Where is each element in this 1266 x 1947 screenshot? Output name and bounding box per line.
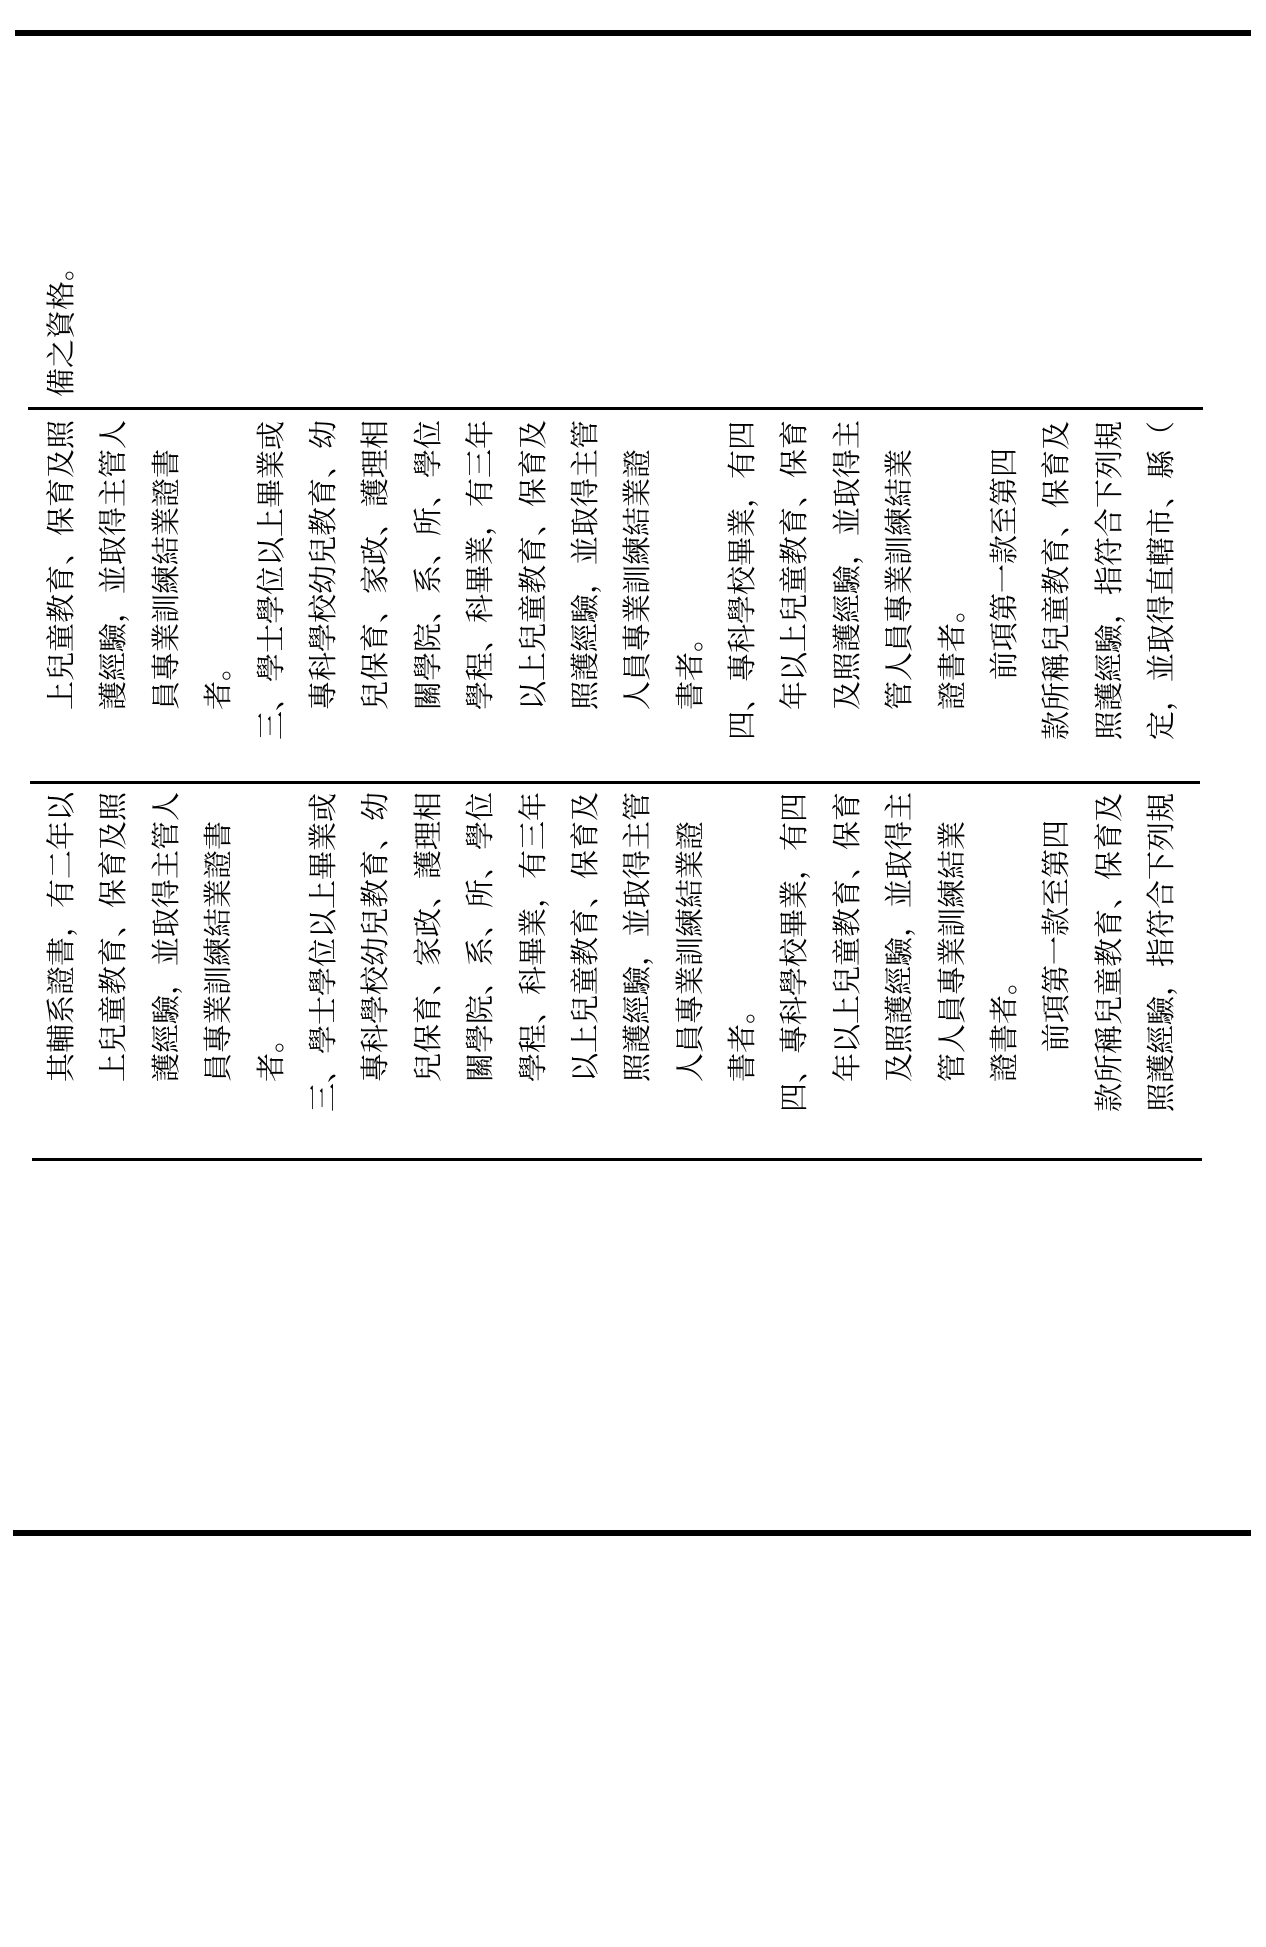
table-inner-rule-3 bbox=[32, 1158, 1202, 1161]
text-line: 年以上兒童教育、保育 bbox=[831, 791, 864, 1082]
text-line: 學程、科畢業，有三年 bbox=[517, 791, 550, 1082]
table-cell-amended-provision bbox=[36, 400, 1189, 740]
text-line: 證書者。 bbox=[936, 593, 969, 710]
text-line: 書者。 bbox=[674, 622, 707, 710]
text-line: 備之資格。 bbox=[46, 251, 78, 397]
text-line: 照護經驗，並取得主管 bbox=[622, 791, 655, 1082]
text-line: 者。 bbox=[255, 1023, 288, 1082]
text-line: 照護經驗，指符合下列規 bbox=[1093, 420, 1126, 740]
text-line: 兒保育、家政、護理相 bbox=[360, 419, 393, 710]
table-cell-current-provision bbox=[36, 772, 1189, 1112]
text-line: 及照護經驗，並取得主 bbox=[884, 791, 917, 1082]
text-line: 學程、科畢業，有三年 bbox=[465, 419, 498, 710]
text-line: 員專業訓練結業證書 bbox=[150, 448, 183, 710]
text-line: 照護經驗，指符合下列規 bbox=[1146, 792, 1179, 1112]
text-line: 以上兒童教育、保育及 bbox=[569, 791, 602, 1082]
text-line: 四、專科學校畢業，有四 bbox=[779, 792, 812, 1112]
text-line: 三、學士學位以上畢業或 bbox=[307, 792, 340, 1112]
text-line: 上兒童教育、保育及照 bbox=[46, 419, 78, 710]
text-line: 兒保育、家政、護理相 bbox=[412, 791, 445, 1082]
text-line: 前項第一款至第四 bbox=[989, 447, 1022, 680]
text-line: 護經驗，並取得主管人 bbox=[150, 791, 183, 1082]
text-line: 人員專業訓練結業證 bbox=[622, 448, 655, 710]
text-line: 護經驗，並取得主管人 bbox=[98, 419, 131, 710]
text-line: 專科學校幼兒教育、幼 bbox=[307, 419, 340, 710]
text-line: 以上兒童教育、保育及 bbox=[517, 419, 550, 710]
text-line: 前項第一款至第四 bbox=[1041, 819, 1074, 1052]
text-line: 關學院、系、所、學位 bbox=[465, 791, 498, 1082]
text-line: 四、專科學校畢業，有四 bbox=[727, 420, 760, 740]
text-line: 款所稱兒童教育、保育及 bbox=[1093, 792, 1126, 1112]
text-line: 年以上兒童教育、保育 bbox=[779, 419, 812, 710]
text-line: 專科學校幼兒教育、幼 bbox=[360, 791, 393, 1082]
text-line: 照護經驗，並取得主管 bbox=[569, 419, 602, 710]
text-line: 上兒童教育、保育及照 bbox=[98, 791, 131, 1082]
text-line: 者。 bbox=[203, 651, 236, 710]
table-outer-rule-left bbox=[13, 1530, 1251, 1536]
text-line: 款所稱兒童教育、保育及 bbox=[1041, 420, 1074, 740]
text-line: 人員專業訓練結業證 bbox=[674, 820, 707, 1082]
text-line: 管人員專業訓練結業 bbox=[936, 820, 969, 1082]
table-outer-rule-right bbox=[15, 30, 1251, 36]
text-line: 其輔系證書，有二年以 bbox=[46, 791, 78, 1082]
text-line: 定，並取得直轄市、縣（ bbox=[1146, 420, 1179, 740]
text-line: 員專業訓練結業證書 bbox=[203, 820, 236, 1082]
text-line: 管人員專業訓練結業 bbox=[884, 448, 917, 710]
text-line: 證書者。 bbox=[989, 965, 1022, 1082]
text-line: 關學院、系、所、學位 bbox=[412, 419, 445, 710]
table-cell-tail-text bbox=[36, 37, 88, 397]
text-line: 三、學士學位以上畢業或 bbox=[255, 420, 288, 740]
text-line: 書者。 bbox=[727, 994, 760, 1082]
text-line: 及照護經驗，並取得主 bbox=[831, 419, 864, 710]
